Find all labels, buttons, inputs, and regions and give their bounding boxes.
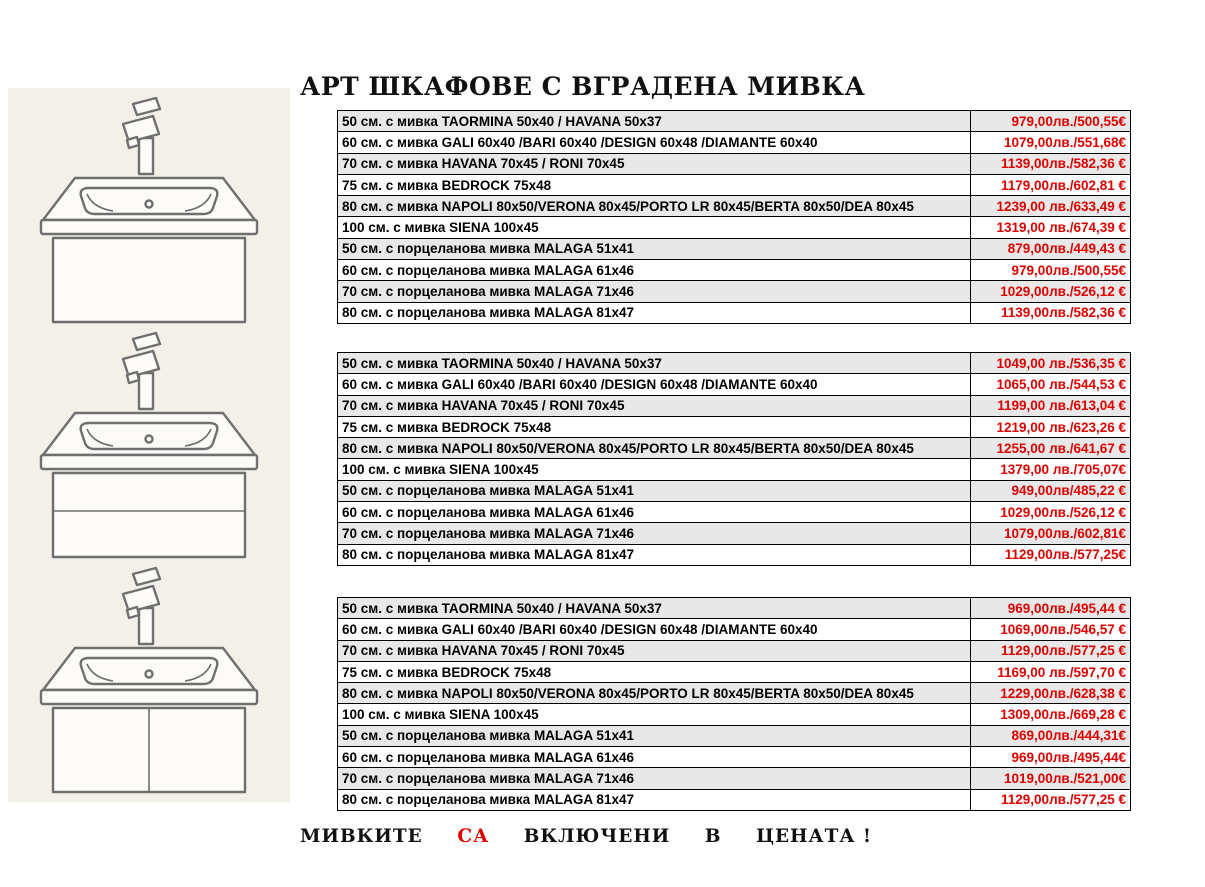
vanity-single-front-figure: [29, 94, 269, 326]
product-description: 50 см. с порцеланова мивка MALAGA 51x41: [338, 480, 971, 501]
price-value: 1129,00лв./577,25 €: [971, 789, 1131, 810]
price-value: 1229,00лв./628,38 €: [971, 683, 1131, 704]
table-row: [338, 661, 1131, 682]
price-value: 1255,00 лв./641,67 €: [971, 438, 1131, 459]
vanity-two-drawers-figure: [29, 329, 269, 561]
vanity-two-doors-icon: [29, 564, 269, 796]
price-value: 1199,00 лв./613,04 €: [971, 395, 1131, 416]
product-description: 80 см. с мивка NAPOLI 80x50/VERONA 80x45/PORTO LR 80x45/BERTA 80x50/DEA 80x45: [338, 683, 971, 704]
price-value: 1129,00лв./577,25 €: [971, 640, 1131, 661]
table-row: [338, 789, 1131, 810]
table-row: [338, 395, 1131, 416]
table-row: [338, 480, 1131, 501]
product-description: 60 см. с мивка GALI 60x40 /BARI 60x40 /DESIGN 60x48 /DIAMANTE 60x40: [338, 132, 971, 153]
table-row: [338, 502, 1131, 523]
price-table-single-front: [337, 110, 1131, 324]
table-row: [338, 238, 1131, 259]
table-row: [338, 438, 1131, 459]
price-value: 979,00лв./500,55€: [971, 260, 1131, 281]
price-value: 1049,00 лв./536,35 €: [971, 353, 1131, 374]
price-value: 1029,00лв./526,12 €: [971, 502, 1131, 523]
footer-word-5: ЦЕНАТА !: [756, 826, 872, 847]
table-row: [338, 544, 1131, 565]
table-row: [338, 260, 1131, 281]
price-table-body: [338, 111, 1131, 324]
product-description: 60 см. с порцеланова мивка MALAGA 61x46: [338, 502, 971, 523]
price-table-body: [338, 598, 1131, 811]
table-row: [338, 196, 1131, 217]
product-description: 60 см. с порцеланова мивка MALAGA 61x46: [338, 260, 971, 281]
table-row: [338, 174, 1131, 195]
table-row: [338, 217, 1131, 238]
product-description: 80 см. с мивка NAPOLI 80x50/VERONA 80x45/PORTO LR 80x45/BERTA 80x50/DEA 80x45: [338, 196, 971, 217]
product-description: 70 см. с порцеланова мивка MALAGA 71x46: [338, 768, 971, 789]
footer-word-2-highlighted: СА: [457, 826, 490, 847]
table-row: [338, 523, 1131, 544]
price-value: 979,00лв./500,55€: [971, 111, 1131, 132]
table-row: [338, 111, 1131, 132]
price-value: 1029,00лв./526,12 €: [971, 281, 1131, 302]
price-table-two-doors: [337, 597, 1131, 811]
price-value: 879,00лв./449,43 €: [971, 238, 1131, 259]
product-description: 60 см. с мивка GALI 60x40 /BARI 60x40 /DESIGN 60x48 /DIAMANTE 60x40: [338, 619, 971, 640]
price-value: 1019,00лв./521,00€: [971, 768, 1131, 789]
product-description: 80 см. с порцеланова мивка MALAGA 81x47: [338, 302, 971, 323]
price-value: 1239,00 лв./633,49 €: [971, 196, 1131, 217]
price-value: 1069,00лв./546,57 €: [971, 619, 1131, 640]
footer-word-1: МИВКИТЕ: [300, 826, 423, 847]
product-description: 70 см. с мивка HAVANA 70x45 / RONI 70x45: [338, 640, 971, 661]
product-description: 100 см. с мивка SIENA 100x45: [338, 217, 971, 238]
price-value: 1079,00лв./551,68€: [971, 132, 1131, 153]
price-value: 1065,00 лв./544,53 €: [971, 374, 1131, 395]
product-description: 50 см. с мивка TAORMINA 50x40 / HAVANA 50x37: [338, 111, 971, 132]
table-row: [338, 302, 1131, 323]
table-row: [338, 619, 1131, 640]
table-row: [338, 374, 1131, 395]
product-description: 75 см. с мивка BEDROCK 75x48: [338, 416, 971, 437]
price-value: 1179,00лв./602,81 €: [971, 174, 1131, 195]
price-value: 1079,00лв./602,81€: [971, 523, 1131, 544]
product-description: 60 см. с порцеланова мивка MALAGA 61x46: [338, 747, 971, 768]
product-description: 70 см. с порцеланова мивка MALAGA 71x46: [338, 281, 971, 302]
price-value: 869,00лв./444,31€: [971, 725, 1131, 746]
table-row: [338, 768, 1131, 789]
table-row: [338, 459, 1131, 480]
footer-word-3: ВКЛЮЧЕНИ: [523, 826, 671, 847]
table-row: [338, 416, 1131, 437]
price-value: 1219,00 лв./623,26 €: [971, 416, 1131, 437]
product-description: 70 см. с мивка HAVANA 70x45 / RONI 70x45: [338, 153, 971, 174]
product-description: 50 см. с порцеланова мивка MALAGA 51x41: [338, 725, 971, 746]
price-value: 1129,00лв./577,25€: [971, 544, 1131, 565]
price-value: 1319,00 лв./674,39 €: [971, 217, 1131, 238]
product-description: 70 см. с мивка HAVANA 70x45 / RONI 70x45: [338, 395, 971, 416]
price-value: 1139,00лв./582,36 €: [971, 153, 1131, 174]
table-row: [338, 153, 1131, 174]
product-description: 60 см. с мивка GALI 60x40 /BARI 60x40 /DESIGN 60x48 /DIAMANTE 60x40: [338, 374, 971, 395]
page-title: АРТ ШКАФОВЕ С ВГРАДЕНА МИВКА: [300, 72, 866, 101]
price-value: 969,00лв./495,44 €: [971, 598, 1131, 619]
price-value: 1139,00лв./582,36 €: [971, 302, 1131, 323]
product-description: 80 см. с порцеланова мивка MALAGA 81x47: [338, 544, 971, 565]
product-description: 80 см. с порцеланова мивка MALAGA 81x47: [338, 789, 971, 810]
table-row: [338, 132, 1131, 153]
table-row: [338, 725, 1131, 746]
product-description: 100 см. с мивка SIENA 100x45: [338, 459, 971, 480]
vanity-two-drawers-icon: [29, 329, 269, 561]
price-value: 1309,00лв./669,28 €: [971, 704, 1131, 725]
vanity-two-doors-figure: [29, 564, 269, 796]
product-description: 50 см. с порцеланова мивка MALAGA 51x41: [338, 238, 971, 259]
table-row: [338, 683, 1131, 704]
product-description: 50 см. с мивка TAORMINA 50x40 / HAVANA 50x37: [338, 353, 971, 374]
price-table-body: [338, 353, 1131, 566]
price-value: 1169,00 лв./597,70 €: [971, 661, 1131, 682]
table-row: [338, 598, 1131, 619]
product-description: 75 см. с мивка BEDROCK 75x48: [338, 661, 971, 682]
table-row: [338, 747, 1131, 768]
product-description: 80 см. с мивка NAPOLI 80x50/VERONA 80x45/PORTO LR 80x45/BERTA 80x50/DEA 80x45: [338, 438, 971, 459]
price-value: 949,00лв/485,22 €: [971, 480, 1131, 501]
footer-word-4: В: [704, 826, 722, 847]
price-value: 1379,00 лв./705,07€: [971, 459, 1131, 480]
price-table-two-drawers: [337, 352, 1131, 566]
table-row: [338, 640, 1131, 661]
table-row: [338, 281, 1131, 302]
vanity-single-front-icon: [29, 94, 269, 326]
price-value: 969,00лв./495,44€: [971, 747, 1131, 768]
table-row: [338, 704, 1131, 725]
product-description: 75 см. с мивка BEDROCK 75x48: [338, 174, 971, 195]
table-row: [338, 353, 1131, 374]
footer-note: [300, 826, 872, 847]
product-images-panel: [8, 88, 290, 802]
product-description: 50 см. с мивка TAORMINA 50x40 / HAVANA 50x37: [338, 598, 971, 619]
product-description: 100 см. с мивка SIENA 100x45: [338, 704, 971, 725]
product-description: 70 см. с порцеланова мивка MALAGA 71x46: [338, 523, 971, 544]
